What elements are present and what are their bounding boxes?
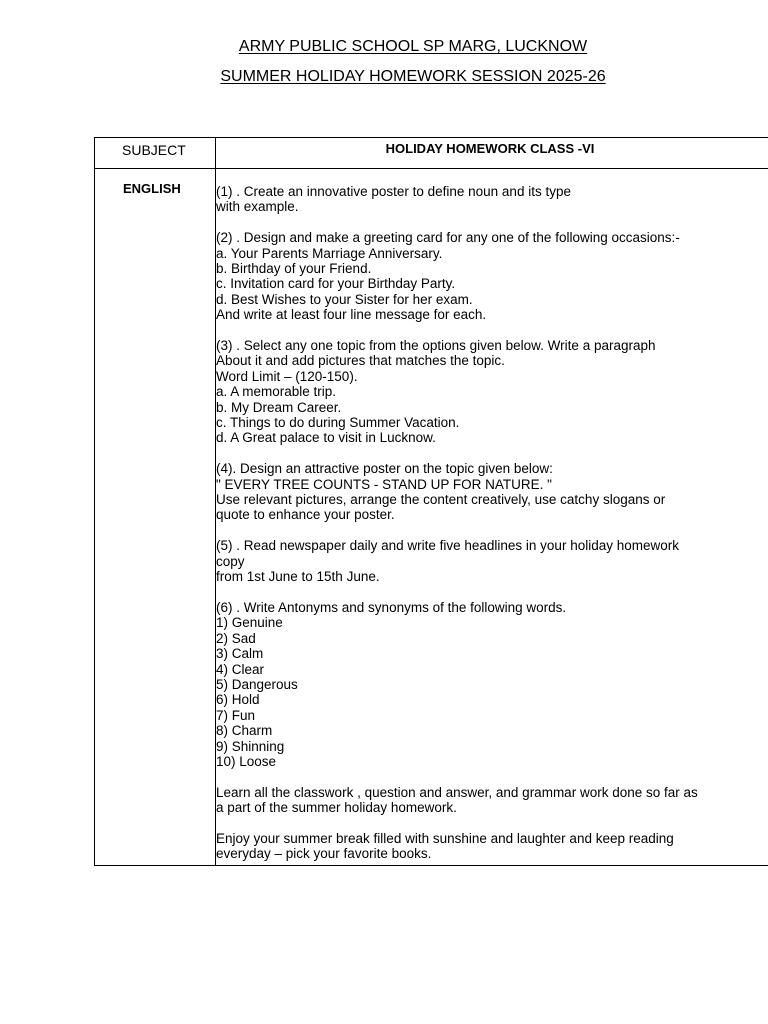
- line: d. A Great palace to visit in Lucknow.: [216, 430, 436, 446]
- line: Learn all the classwork , question and answer, and grammar work done so far as: [216, 784, 698, 800]
- session-title: SUMMER HOLIDAY HOMEWORK SESSION 2025-26: [220, 68, 606, 85]
- line: 1) Genuine: [216, 615, 283, 631]
- line: 6) Hold: [216, 692, 260, 708]
- homework-item-2: [216, 230, 768, 322]
- school-title: ARMY PUBLIC SCHOOL SP MARG, LUCKNOW: [238, 38, 588, 55]
- homework-item-7: [216, 785, 768, 816]
- subject-cell: ENGLISH: [95, 169, 216, 866]
- line: Use relevant pictures, arrange the content creatively, use catchy slogans or: [216, 492, 666, 508]
- line: (2) . Design and make a greeting card for any one of the following occasions:-: [216, 230, 680, 246]
- line: c. Invitation card for your Birthday Party.: [216, 276, 456, 292]
- homework-content: [216, 169, 768, 866]
- line: everyday – pick your favorite books.: [216, 846, 432, 862]
- homework-item-3: [216, 338, 768, 446]
- line: About it and add pictures that matches the topic.: [216, 353, 505, 369]
- table-header-row: [95, 138, 768, 169]
- line: quote to enhance your poster.: [216, 507, 395, 523]
- homework-item-8: [216, 831, 768, 862]
- homework-table: [94, 137, 768, 866]
- homework-column-header: HOLIDAY HOMEWORK CLASS -VI: [216, 138, 768, 169]
- line: a part of the summer holiday homework.: [216, 800, 457, 816]
- line: c. Things to do during Summer Vacation.: [216, 415, 460, 431]
- line: (4). Design an attractive poster on the topic given below:: [216, 461, 553, 477]
- line: from 1st June to 15th June.: [216, 569, 380, 585]
- homework-item-4: [216, 461, 768, 523]
- line: 8) Charm: [216, 723, 273, 739]
- subject-column-header: SUBJECT: [95, 138, 216, 169]
- line: (6) . Write Antonyms and synonyms of the following words.: [216, 599, 567, 615]
- line: (1) . Create an innovative poster to define noun and its type: [216, 184, 571, 199]
- line: " EVERY TREE COUNTS - STAND UP FOR NATURE. ": [216, 476, 552, 492]
- line: b. My Dream Career.: [216, 399, 342, 415]
- line: 7) Fun: [216, 707, 256, 723]
- line: copy: [216, 553, 245, 569]
- line: Enjoy your summer break filled with sunshine and laughter and keep reading: [216, 830, 674, 846]
- line: And write at least four line message for each.: [216, 307, 487, 323]
- line: 10) Loose: [216, 753, 277, 769]
- line: (5) . Read newspaper daily and write five headlines in your holiday homework: [216, 538, 679, 554]
- line: 5) Dangerous: [216, 676, 298, 692]
- line: with example.: [216, 199, 299, 215]
- homework-item-6: [216, 600, 768, 769]
- line: d. Best Wishes to your Sister for her exam.: [216, 291, 473, 307]
- line: (3) . Select any one topic from the options given below. Write a paragraph: [216, 338, 656, 354]
- line: 2) Sad: [216, 630, 256, 646]
- table-row: [95, 169, 768, 866]
- line: 9) Shinning: [216, 738, 285, 754]
- line: 4) Clear: [216, 661, 265, 677]
- line: b. Birthday of your Friend.: [216, 261, 372, 277]
- line: 3) Calm: [216, 646, 264, 662]
- line: a. Your Parents Marriage Anniversary.: [216, 245, 443, 261]
- line: Word Limit – (120-150).: [216, 368, 358, 384]
- line: a. A memorable trip.: [216, 384, 337, 400]
- homework-item-1: [216, 184, 768, 215]
- homework-item-5: [216, 538, 768, 584]
